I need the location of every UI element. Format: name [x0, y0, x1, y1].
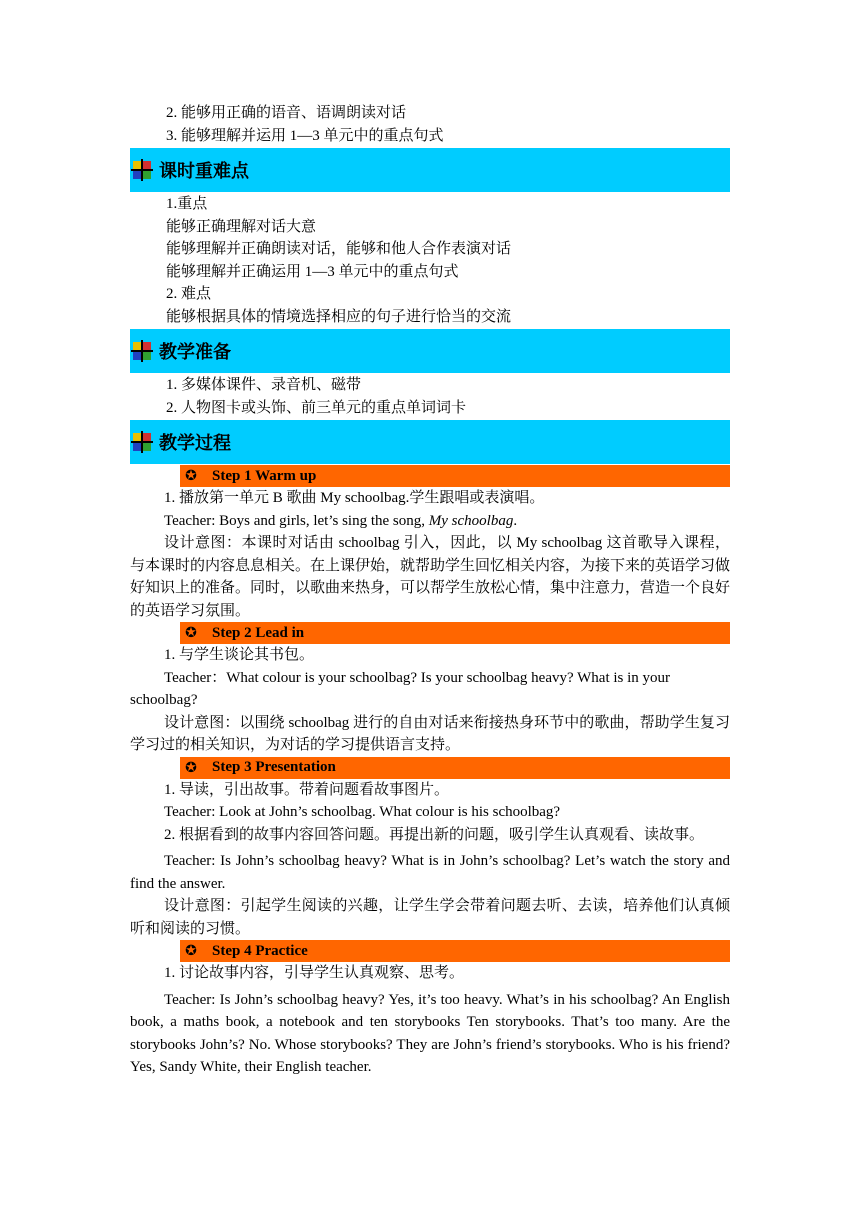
focus-item-2: 能够理解并正确朗读对话，能够和他人合作表演对话 — [166, 241, 512, 257]
step2-design-intent: 设计意图：以围绕 schoolbag 进行的自由对话来衔接热身环节中的歌曲，帮助学生复习学习过的相关知识，为对话的学习提供语言支持。 — [130, 714, 730, 753]
step-title: Step 4 Practice — [212, 942, 308, 959]
teacher-text-end: . — [513, 512, 518, 529]
section-heading-key-points — [130, 148, 730, 192]
step2-paragraph-1: 1. 与学生谈论其书包。 — [164, 647, 315, 663]
preparation-item-1: 1. 多媒体课件、录音机、磁带 — [166, 377, 362, 393]
step3-design-intent: 设计意图：引起学生阅读的兴趣，让学生学会带着问题去听、去读，培养他们认真倾听和阅读的习惯。 — [130, 898, 730, 937]
section-heading-process — [130, 420, 730, 464]
step1-paragraph-1: 1. 播放第一单元 B 歌曲 My schoolbag.学生跟唱或表演唱。 — [164, 490, 545, 506]
step4-paragraph-1: 1. 讨论故事内容，引导学生认真观察、思考。 — [164, 965, 465, 981]
circled-star-icon: ✪ — [185, 759, 197, 776]
step3-paragraph-1: 1. 导读，引出故事。带着问题看故事图片。 — [164, 781, 450, 798]
focus-item-3: 能够理解并正确运用 1—3 单元中的重点句式 — [166, 263, 459, 280]
step3-teacher-line-1: Teacher: Look at John’s schoolbag. What colour is his schoolbag? — [164, 804, 561, 820]
circled-star-icon: ✪ — [185, 943, 197, 959]
step2-teacher-line: Teacher：What colour is your schoolbag? Is your schoolbag heavy? What is in your schoolbag? — [130, 669, 671, 708]
step-bar-warm-up — [180, 465, 730, 487]
objective-item-2: 2. 能够用正确的语音、语调朗读对话 — [166, 105, 407, 121]
step-bar-lead-in — [180, 622, 730, 644]
section-heading-label: 教学准备 — [159, 342, 231, 363]
focus-label: 1.重点 — [166, 196, 208, 212]
section-heading-label: 教学过程 — [159, 433, 231, 454]
step1-design-intent: 设计意图：本课时对话由 schoolbag 引入，因此，以 My schoolbag 这首歌导入课程，与本课时的内容息息相关。在上课伊始，就帮助学生回忆相关内容，为接下来的英语学习做好知识上的准备。同时，以歌曲来热身，可以帮学生放松心情，集中注意力，营造一个良好的英语学习氛围。 — [130, 535, 731, 619]
step-title: Step 3 Presentation — [212, 759, 336, 775]
step-title: Step 1 Warm up — [212, 467, 317, 484]
colored-grid-icon — [133, 433, 151, 451]
colored-grid-icon — [133, 342, 151, 360]
circled-star-icon: ✪ — [185, 625, 197, 641]
difficulty-item-1: 能够根据具体的情境选择相应的句子进行恰当的交流 — [166, 308, 512, 325]
focus-item-1: 能够正确理解对话大意 — [166, 218, 317, 235]
step-bar-presentation — [180, 757, 730, 779]
step4-teacher-line: Teacher: Is John’s schoolbag heavy? Yes, it’s too heavy. What’s in his schoolbag? An English book, a maths book, a notebook and ten storybooks Ten storybooks. That’s too many. Are the storybooks John’s? No. Whose storybooks? They are John’s friend’s storybooks. Who is his friend? Yes, Sandy White, their English teacher. — [130, 991, 730, 1075]
circled-star-icon: ✪ — [185, 468, 197, 484]
preparation-item-2: 2. 人物图卡或头饰、前三单元的重点单词词卡 — [166, 399, 467, 416]
step-title: Step 2 Lead in — [212, 624, 305, 641]
teacher-text: Teacher: Boys and girls, let’s sing the song, — [164, 512, 429, 529]
step3-paragraph-2: 2. 根据看到的故事内容回答问题。再提出新的问题，吸引学生认真观看、读故事。 — [164, 826, 705, 843]
difficulty-label: 2. 难点 — [166, 286, 212, 302]
step1-teacher-line — [130, 510, 730, 533]
section-heading-preparation — [130, 329, 730, 373]
song-title: My schoolbag — [428, 512, 514, 529]
step-bar-practice — [180, 940, 730, 962]
document-page — [130, 102, 730, 1079]
step3-teacher-line-2: Teacher: Is John’s schoolbag heavy? What is in John’s schoolbag? Let’s watch the story and find the answer. — [130, 853, 730, 892]
section-heading-label: 课时重难点 — [159, 161, 249, 182]
objective-item-3: 3. 能够理解并运用 1—3 单元中的重点句式 — [166, 127, 444, 144]
colored-grid-icon — [133, 161, 151, 179]
